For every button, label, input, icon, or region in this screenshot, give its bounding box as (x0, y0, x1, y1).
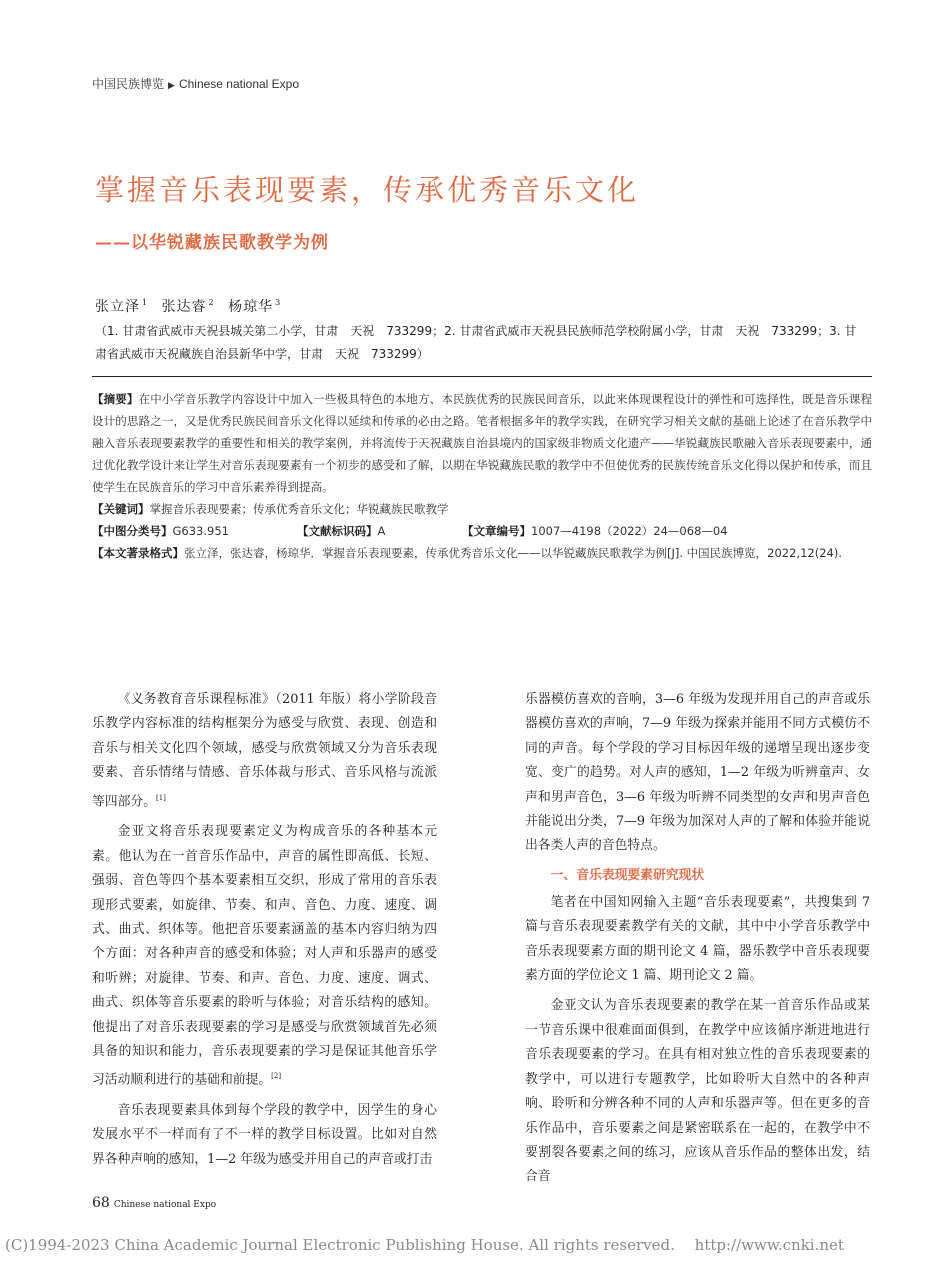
clc-label: 【中图分类号】 (92, 524, 173, 538)
author-name: 张立泽 (95, 299, 140, 315)
doc-code-block (297, 520, 462, 542)
citation-text: 张立泽，张达睿，杨琼华．掌握音乐表现要素，传承优秀音乐文化——以华锐藏族民歌教学为例[J]. 中国民族博览，2022,12(24). (184, 546, 842, 560)
article-number-value: 1007—4198（2022）24—068—04 (531, 524, 728, 538)
article-subtitle: ——以华锐藏族民歌教学为例 (95, 233, 329, 253)
author-name: 张达睿 (161, 299, 207, 315)
doc-code-label: 【文献标识码】 (297, 524, 378, 538)
article-meta (92, 388, 872, 564)
body-column-right (525, 688, 870, 1196)
reference-mark: [2] (271, 1072, 282, 1081)
page-footer (92, 1195, 216, 1211)
abstract-text: 在中小学音乐教学内容设计中加入一些极具特色的本地方、本民族优秀的民族民间音乐，以此来体现课程设计的弹性和可选择性，既是音乐课程设计的思路之一，又是优秀民族民间音乐文化得以延续和传承的必由之路。笔者根据多年的教学实践，在研究学习相关文献的基础上论述了在音乐教学中融入音乐表现要素教学的重要性和相关的教学案例，并将流传于天祝藏族自治县境内的国家级非物质文化遗产——华锐藏族民歌融入音乐表现要素中，通过优化教学设计来让学生对音乐表现要素有一个初步的感受和了解，以期在华锐藏族民歌的教学中不但使优秀的民族传统音乐文化得以保护和传承，而且使学生在民族音乐的学习中音乐素养得到提高。 (92, 392, 872, 494)
clc-block (92, 520, 297, 542)
body-paragraph-continued: 乐器模仿喜欢的音响，3—6 年级为发现并用自己的声音或乐器模仿喜欢的声响，7—9 年级为探索并能用不同方式模仿不同的声音。每个学段的学习目标因年级的递增呈现出逐步变宽、变广的趋势。对人声的感知，1—2 年级为听辨童声、女声和男声音色，3—6 年级为听辨不同类型的女声和男声音色并能说出分类，7—9 年级为加深对人声的了解和体验并能说出各类人声的音色特点。 (525, 692, 870, 854)
abstract-label: 【摘要】 (92, 392, 139, 406)
author-affil-mark: 1 (142, 298, 149, 308)
author-affil-mark: 2 (208, 298, 215, 308)
copyright-watermark: (C)1994-2023 China Academic Journal Electronic Publishing House. All rights reserved. http://www.cnki.net (5, 1236, 844, 1254)
keywords-text: 掌握音乐表现要素；传承优秀音乐文化；华锐藏族民歌教学 (149, 502, 449, 516)
journal-name-cn: 中国民族博览 (92, 77, 165, 91)
clc-value: G633.951 (172, 524, 229, 538)
body-paragraph: 音乐表现要素具体到每个学段的教学中，因学生的身心发展水平不一样而有了不一样的教学目标设置。比如对自然界各种声响的感知，1—2 年级为感受并用自己的声音或打击 (92, 1103, 437, 1167)
citation-label: 【本文著录格式】 (92, 546, 184, 560)
footer-journal: Chinese national Expo (113, 1200, 217, 1210)
article-number-block (462, 520, 728, 542)
abstract (92, 388, 872, 498)
section-heading: 一、音乐表现要素研究现状 (550, 867, 705, 883)
keywords-label: 【关键词】 (92, 502, 150, 516)
author-affil-mark: 3 (275, 298, 282, 308)
citation (92, 542, 872, 564)
keywords (92, 498, 872, 520)
author-name: 杨琼华 (228, 299, 274, 315)
doc-code-value: A (377, 524, 386, 538)
body-paragraph: 金亚文将音乐表现要素定义为构成音乐的各种基本元素。他认为在一首音乐作品中，声音的属性即高低、长短、强弱、音色等四个基本要素相互交织，形成了常用的音乐表现形式要素，如旋律、节奏、和声、音色、力度、速度、调式、曲式、织体等。他把音乐要素涵盖的基本内容归纳为四个方面：对各种声音的感受和体验；对人声和乐器声的感受和听辨；对旋律、节奏、和声、音色、力度、速度、调式、曲式、织体等音乐要素的聆听与体验；对音乐结构的感知。他提出了对音乐表现要素的学习是感受与欣赏领域首先必须具备的知识和能力，音乐表现要素的学习是保证其他音乐学习活动顺利进行的基础和前提。[2] (92, 824, 437, 1088)
affiliations: （1. 甘肃省武威市天祝县城关第二小学，甘肃 天祝 733299；2. 甘肃省武威市天祝县民族师范学校附属小学，甘肃 天祝 733299；3. 甘肃省武威市天祝藏族自治县新华中学，甘肃 天祝 733299） (95, 324, 857, 361)
article-number-label: 【文章编号】 (462, 524, 531, 538)
journal-name-en: Chinese national Expo (178, 77, 300, 91)
body-column-left (92, 688, 437, 1178)
author-list (95, 296, 289, 316)
body-paragraph: 金亚文认为音乐表现要素的教学在某一首音乐作品或某一节音乐课中很难面面俱到，在教学中应该循序渐进地进行音乐表现要素的学习。在具有相对独立性的音乐表现要素的教学中，可以进行专题教学，比如聆听大自然中的各种声响、聆听和分辨各种不同的人声和乐器声等。但在更多的音乐作品中，音乐要素之间是紧密联系在一起的，在教学中不要割裂各要素之间的练习，应该从音乐作品的整体出发，结合音 (525, 998, 870, 1185)
triangle-icon: ▶ (168, 80, 175, 90)
body-paragraph: 笔者在中国知网输入主题“音乐表现要素”，共搜集到 7 篇与音乐表现要素教学有关的文献，其中中小学音乐教学中音乐表现要素方面的期刊论文 4 篇，器乐教学中音乐表现要素方面的学位论文 1 篇、期刊论文 2 篇。 (525, 894, 870, 984)
body-paragraph: 《义务教育音乐课程标准》（2011 年版）将小学阶段音乐教学内容标准的结构框架分为感受与欣赏、表现、创造和音乐与相关文化四个领域，感受与欣赏领域又分为音乐表现要素、音乐情绪与情感、音乐体裁与形式、音乐风格与流派等四部分。[1] (92, 692, 437, 809)
running-header (92, 75, 299, 92)
page-number: 68 (92, 1195, 110, 1211)
classification-row (92, 520, 872, 542)
article-title: 掌握音乐表现要素，传承优秀音乐文化 (95, 173, 640, 207)
divider (92, 376, 872, 377)
reference-mark: [1] (155, 793, 166, 802)
